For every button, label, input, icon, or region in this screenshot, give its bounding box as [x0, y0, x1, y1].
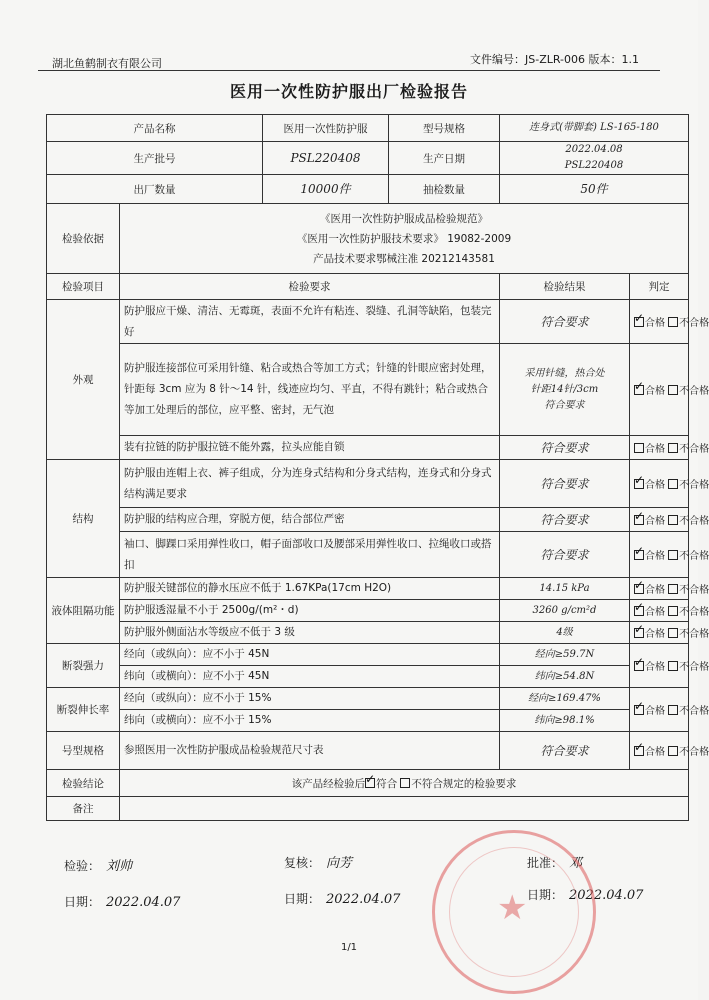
- requirement-text: 防护服应干燥、清洁、无霉斑，表面不允许有粘连、裂缝、孔洞等缺陷，包装完好: [120, 300, 500, 344]
- sample-label: 抽检数量: [389, 175, 500, 204]
- verdict-cell: ✓合格 不合格: [630, 344, 689, 436]
- model-label: 型号规格: [389, 115, 500, 142]
- inspector-date: 日期： 2022.04.07: [64, 895, 181, 910]
- table-row: [47, 688, 689, 710]
- result-text: 14.15 kPa: [539, 582, 590, 594]
- verdict-cell: ✓ 合格 不合格: [630, 532, 689, 578]
- page-number: 1/1: [340, 942, 358, 953]
- table-row: [47, 622, 689, 644]
- requirement-text: 装有拉链的防护服拉链不能外露，拉头应能自锁: [120, 436, 500, 460]
- checkbox-empty: [400, 778, 410, 788]
- checkbox-empty: [668, 317, 678, 327]
- table-row: [47, 578, 689, 600]
- checkbox-empty: [668, 746, 678, 756]
- report-title: 医用一次性防护服出厂检验报告: [229, 82, 468, 101]
- table-row: [47, 644, 689, 666]
- verdict-cell: ✓合格 不合格: [630, 644, 689, 688]
- basis-line-1: 《医用一次性防护服成品检验规范》: [320, 212, 488, 225]
- requirement-text: 参照医用一次性防护服成品检验规范尺寸表: [120, 732, 500, 770]
- checkbox-checked: [634, 584, 644, 594]
- table-row: [47, 300, 689, 344]
- checkbox-checked: [634, 746, 644, 756]
- checkbox-empty: [668, 705, 678, 715]
- result-text: 符合要求: [540, 547, 589, 562]
- approver-date: 日期： 2022.04.07: [527, 888, 644, 903]
- col-item: 检验项目: [47, 274, 120, 300]
- conclusion-text: 该产品经检验后✓ 符合 不符合规定的检验要求: [120, 770, 689, 797]
- result-text: 4级: [556, 626, 573, 638]
- requirement-text: 经向（或纵向）：应不小于 45N: [120, 644, 500, 666]
- header-divider: [38, 70, 660, 71]
- basis-label: 检验依据: [47, 204, 120, 274]
- checkbox-checked: [634, 661, 644, 671]
- table-row: [47, 732, 689, 770]
- column-header-row: [47, 274, 689, 300]
- result-text: 采用针缝，热合处: [524, 367, 605, 379]
- product-name-label: 产品名称: [47, 115, 263, 142]
- remark-label: 备注: [47, 797, 120, 821]
- table-row: [47, 532, 689, 578]
- table-row: [47, 508, 689, 532]
- result-text: 符合要求: [540, 476, 589, 491]
- checkbox-empty: [668, 584, 678, 594]
- verdict-cell: ✓ 合格 不合格: [630, 508, 689, 532]
- remark-value: [120, 797, 689, 821]
- checkbox-checked: [634, 606, 644, 616]
- conclusion-row: [47, 770, 689, 797]
- group-size: 号型规格: [47, 732, 120, 770]
- batch-value: PSL220408: [290, 151, 361, 165]
- reviewer-date: 日期： 2022.04.07: [284, 892, 401, 907]
- checkbox-checked: [634, 385, 644, 395]
- inspector-signature: 检验： 刘帅: [64, 859, 133, 874]
- checkbox-checked: [634, 317, 644, 327]
- group-elongation: 断裂伸长率: [47, 688, 120, 732]
- checkbox-checked: [634, 550, 644, 560]
- checkbox-checked: [365, 778, 375, 788]
- table-row: [47, 666, 689, 688]
- checkbox-checked: [634, 705, 644, 715]
- result-text: 经向≥59.7N: [534, 648, 595, 660]
- requirement-text: 防护服外侧面沾水等级应不低于 3 级: [120, 622, 500, 644]
- product-name-value: 医用一次性防护服: [263, 115, 389, 142]
- requirement-text: 经向（或纵向）：应不小于 15%: [120, 688, 500, 710]
- table-row: [47, 436, 689, 460]
- requirement-text: 纬向（或横向）：应不小于 15%: [120, 710, 500, 732]
- basis-line-3: 产品技术要求鄂械注准 20212143581: [313, 252, 495, 265]
- remark-row: [47, 797, 689, 821]
- group-break-strength: 断裂强力: [47, 644, 120, 688]
- result-text: 纬向≥98.1%: [534, 714, 595, 726]
- verdict-cell: 合格 不合格: [630, 436, 689, 460]
- sample-value: 50件: [580, 182, 608, 196]
- info-row-product: [47, 115, 689, 142]
- model-value: 连身式(带脚套) LS-165-180: [529, 122, 659, 133]
- checkbox-empty: [668, 628, 678, 638]
- requirement-text: 纬向（或横向）：应不小于 45N: [120, 666, 500, 688]
- checkbox-empty: [668, 385, 678, 395]
- requirement-text: 袖口、脚踝口采用弹性收口，帽子面部收口及腰部采用弹性收口、拉绳收口或搭扣: [120, 532, 500, 578]
- result-text: 符合要求: [544, 399, 585, 411]
- col-result: 检验结果: [500, 274, 630, 300]
- verdict-cell: ✓ 合格 不合格: [630, 622, 689, 644]
- document-number: 文件编号：JS-ZLR-006 版本：1.1: [470, 53, 640, 66]
- group-appearance: 外观: [47, 300, 120, 460]
- basis-line-2: 《医用一次性防护服技术要求》 19082-2009: [296, 232, 512, 245]
- checkbox-checked: [634, 628, 644, 638]
- approver-signature: 批准： 邓: [527, 856, 583, 871]
- company-name: 湖北鱼鹤制衣有限公司: [52, 57, 162, 70]
- requirement-text: 防护服透湿量不小于 2500g/(m²・d): [120, 600, 500, 622]
- verdict-cell: ✓ 合格 不合格: [630, 600, 689, 622]
- col-verdict: 判定: [630, 274, 689, 300]
- result-text: 符合要求: [540, 743, 589, 758]
- verdict-cell: ✓ 合格 不合格: [630, 578, 689, 600]
- result-text: 符合要求: [540, 314, 589, 329]
- checkbox-empty: [668, 479, 678, 489]
- result-text: 纬向≥54.8N: [534, 670, 595, 682]
- result-text: 符合要求: [540, 512, 589, 527]
- result-text: 3260 g/cm²d: [532, 604, 597, 616]
- result-text: 符合要求: [540, 440, 589, 455]
- info-row-batch: [47, 142, 689, 175]
- checkbox-empty: [668, 515, 678, 525]
- checkbox-empty: [668, 661, 678, 671]
- table-row: [47, 460, 689, 508]
- checkbox-empty: [668, 443, 678, 453]
- company-seal: [432, 830, 596, 994]
- verdict-cell: ✓ 合格 不合格: [630, 732, 689, 770]
- checkbox-empty: [634, 443, 644, 453]
- requirement-text: 防护服由连帽上衣、裤子组成，分为连身式结构和分身式结构，连身式和分身式结构满足要求: [120, 460, 500, 508]
- group-structure: 结构: [47, 460, 120, 578]
- checkbox-empty: [668, 606, 678, 616]
- checkbox-checked: [634, 515, 644, 525]
- date-value-1: 2022.04.08: [565, 144, 623, 155]
- verdict-cell: ✓合格 不合格: [630, 688, 689, 732]
- result-text: 针距14针/3cm: [530, 383, 599, 395]
- qty-value: 10000件: [300, 182, 351, 196]
- table-row: [47, 710, 689, 732]
- inspection-table: [46, 114, 709, 821]
- requirement-text: 防护服连接部位可采用针缝、粘合或热合等加工方式；针缝的针眼应密封处理，针距每 3cm 应为 8 针～14 针，线迹应均匀、平直，不得有跳针；粘合或热合等加工处理后的部位，应平整、密封，无气泡: [120, 344, 500, 436]
- checkbox-checked: [634, 479, 644, 489]
- basis-row: [47, 204, 689, 274]
- requirement-text: 防护服关键部位的静水压应不低于 1.67KPa(17cm H2O): [120, 578, 500, 600]
- verdict-cell: ✓ 合格 不合格: [630, 300, 689, 344]
- qty-label: 出厂数量: [47, 175, 263, 204]
- date-value-2: PSL220408: [564, 160, 624, 171]
- table-row: [47, 344, 689, 436]
- col-requirement: 检验要求: [120, 274, 500, 300]
- checkbox-empty: [668, 550, 678, 560]
- reviewer-signature: 复核： 向芳: [284, 856, 353, 871]
- seal-star-icon: ★: [497, 888, 528, 928]
- info-row-qty: [47, 175, 689, 204]
- date-label: 生产日期: [389, 142, 500, 175]
- conclusion-label: 检验结论: [47, 770, 120, 797]
- group-liquid: 液体阻隔功能: [47, 578, 120, 644]
- batch-label: 生产批号: [47, 142, 263, 175]
- verdict-cell: ✓ 合格 不合格: [630, 460, 689, 508]
- requirement-text: 防护服的结构应合理，穿脱方便，结合部位严密: [120, 508, 500, 532]
- table-row: [47, 600, 689, 622]
- result-text: 经向≥169.47%: [528, 692, 601, 704]
